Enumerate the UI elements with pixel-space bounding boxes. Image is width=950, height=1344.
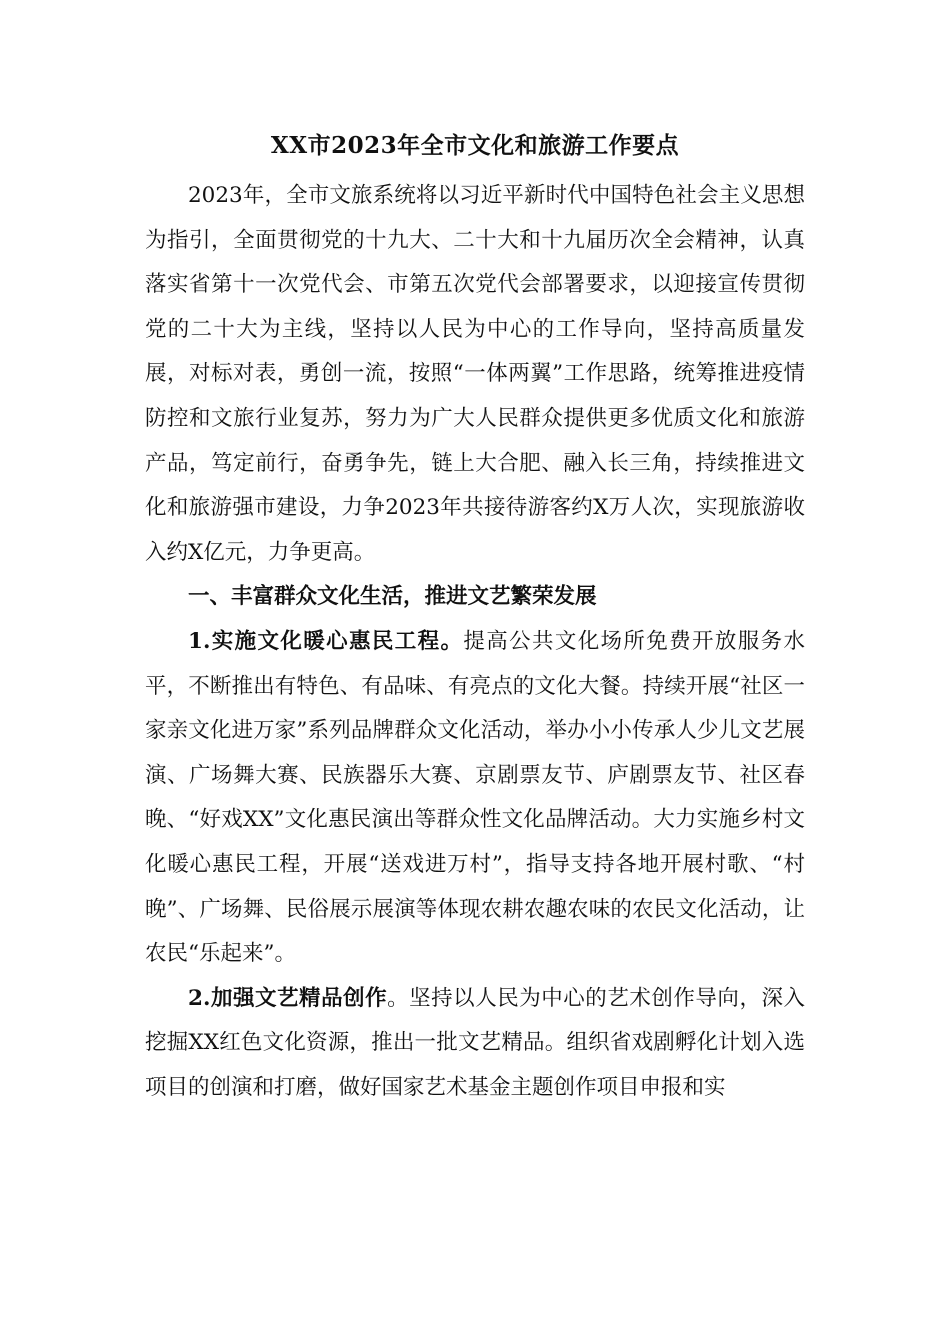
intro-paragraph: 2023年，全市文旅系统将以习近平新时代中国特色社会主义思想为指引，全面贯彻党的十九大、二十大和十九届历次全会精神，认真落实省第十一次党代会、市第五次党代会部署要求，以迎接宣传贯彻党的二十大为主线，坚持以人民为中心的工作导向，坚持高质量发展，对标对表，勇创一流，按照“一体两翼”工作思路，统筹推进疫情防控和文旅行业复苏，努力为广大人民群众提供更多优质文化和旅游产品，笃定前行，奋勇争先，链上大合肥、融入长三角，持续推进文化和旅游强市建设，力争2023年共接待游客约X万人次，实现旅游收入约X亿元，力争更高。 xyxy=(145,183,805,565)
section-heading-1: 一、丰富群众文化生活，推进文艺繁荣发展 xyxy=(188,584,597,610)
item-paragraph-1 xyxy=(145,620,805,977)
document-title: XX市2023年全市文化和旅游工作要点 xyxy=(270,132,680,159)
document-body xyxy=(145,174,805,1110)
item-text-1: 提高公共文化场所免费开放服务水平，不断推出有特色、有品味、有亮点的文化大餐。持续开展“社区一家亲文化进万家”系列品牌群众文化活动，举办小小传承人少儿文艺展演、广场舞大赛、民族器乐大赛、京剧票友节、庐剧票友节、社区春晚、“好戏XX”文化惠民演出等群众性文化品牌活动。大力实施乡村文化暖心惠民工程，开展“送戏进万村”，指导支持各地开展村歌、“村晚”、广场舞、民俗展示展演等体现农耕农趣农味的农民文化活动，让农民“乐起来”。 xyxy=(145,628,805,967)
item-paragraph-2 xyxy=(145,977,805,1111)
item-lead-2: 2.加强文艺精品创作 xyxy=(188,985,388,1011)
item-text-2: 。坚持以人民为中心的艺术创作导向，深入挖掘XX红色文化资源，推出一批文艺精品。组织省戏剧孵化计划入选项目的创演和打磨，做好国家艺术基金主题创作项目申报和实 xyxy=(145,985,805,1100)
item-lead-1: 1.实施文化暖心惠民工程。 xyxy=(188,628,464,654)
